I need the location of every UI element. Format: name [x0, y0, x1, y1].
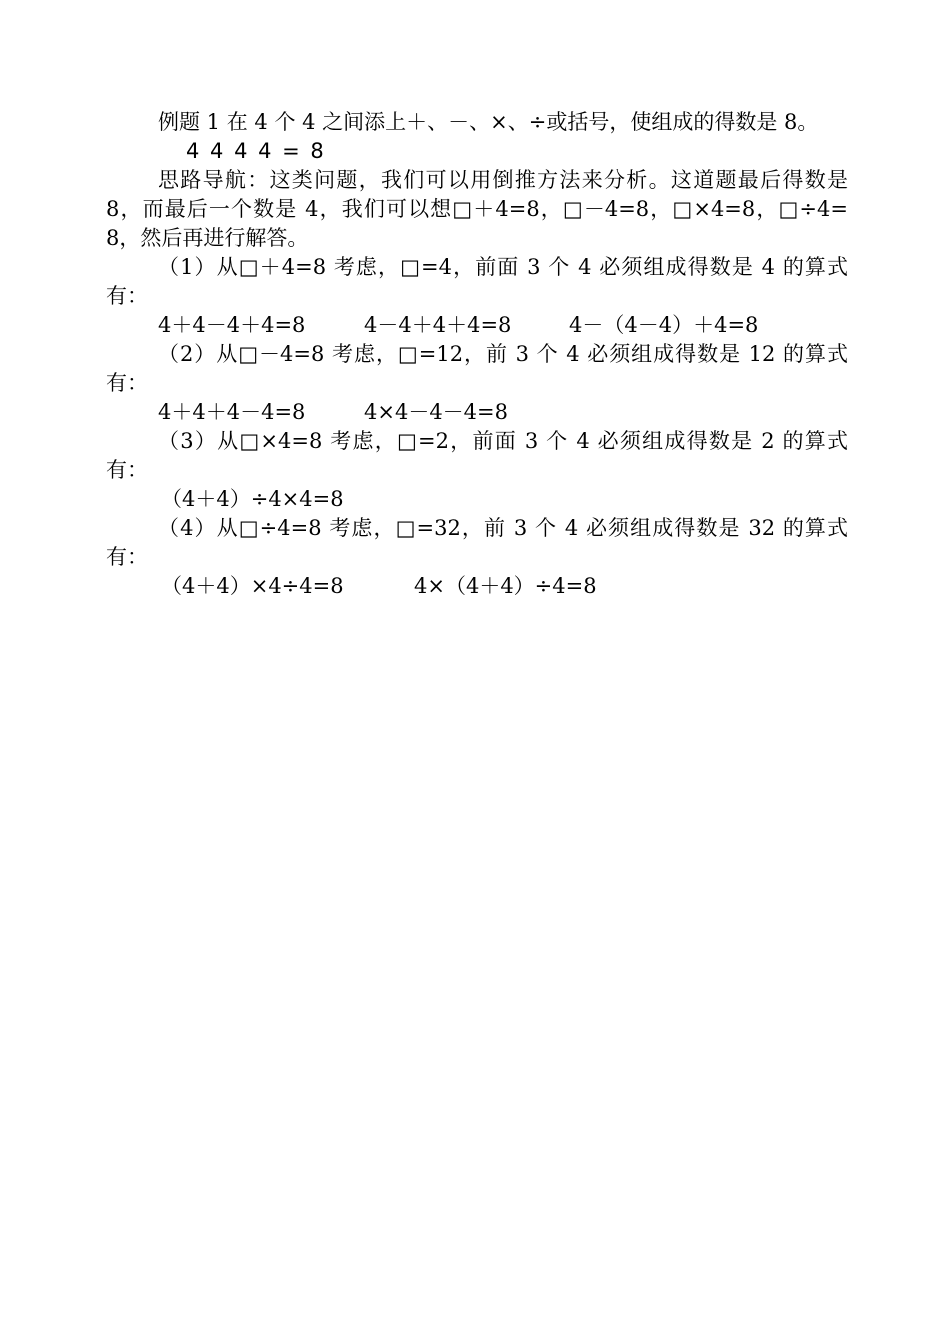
- guidance-paragraph: 思路导航：这类问题，我们可以用倒推方法来分析。这道题最后得数是 8，而最后一个数是 4，我们可以想□＋4=8，□－4=8，□×4=8，□÷4=8，然后再进行解答。: [106, 168, 848, 250]
- formula: 4－4＋4＋4=8: [364, 313, 512, 337]
- formula: （4＋4）×4÷4=8: [161, 574, 344, 598]
- formula: 4×（4＋4）÷4=8: [414, 574, 597, 598]
- case-2-formulas: [106, 398, 848, 427]
- case-4-text: （4）从□÷4=8 考虑，□=32，前 3 个 4 必须组成得数是 32 的算式有：: [106, 516, 848, 569]
- document-content: [106, 108, 848, 601]
- example-problem: [106, 108, 848, 137]
- formula: 4＋4＋4－4=8: [158, 400, 306, 424]
- case-2-text: （2）从□－4=8 考虑，□=12，前 3 个 4 必须组成得数是 12 的算式有：: [106, 342, 848, 395]
- formula: （4＋4）÷4×4=8: [161, 487, 344, 511]
- case-1-formulas: [106, 311, 848, 340]
- example-text: 在 4 个 4 之间添上＋、－、×、÷或括号，使组成的得数是 8。: [226, 110, 819, 134]
- case-3-formulas: [106, 485, 848, 514]
- formula: 4＋4－4＋4=8: [158, 313, 306, 337]
- formula: 4×4－4－4=8: [364, 400, 508, 424]
- example-heading: 例题 1: [158, 110, 221, 134]
- case-3-text: （3）从□×4=8 考虑，□=2，前面 3 个 4 必须组成得数是 2 的算式有：: [106, 429, 848, 482]
- case-4-formulas: [106, 572, 848, 601]
- example-equation: 4 4 4 4 = 8: [186, 139, 326, 163]
- case-1-text: （1）从□＋4=8 考虑，□=4，前面 3 个 4 必须组成得数是 4 的算式有：: [106, 255, 849, 308]
- formula: 4－（4－4）＋4=8: [569, 313, 759, 337]
